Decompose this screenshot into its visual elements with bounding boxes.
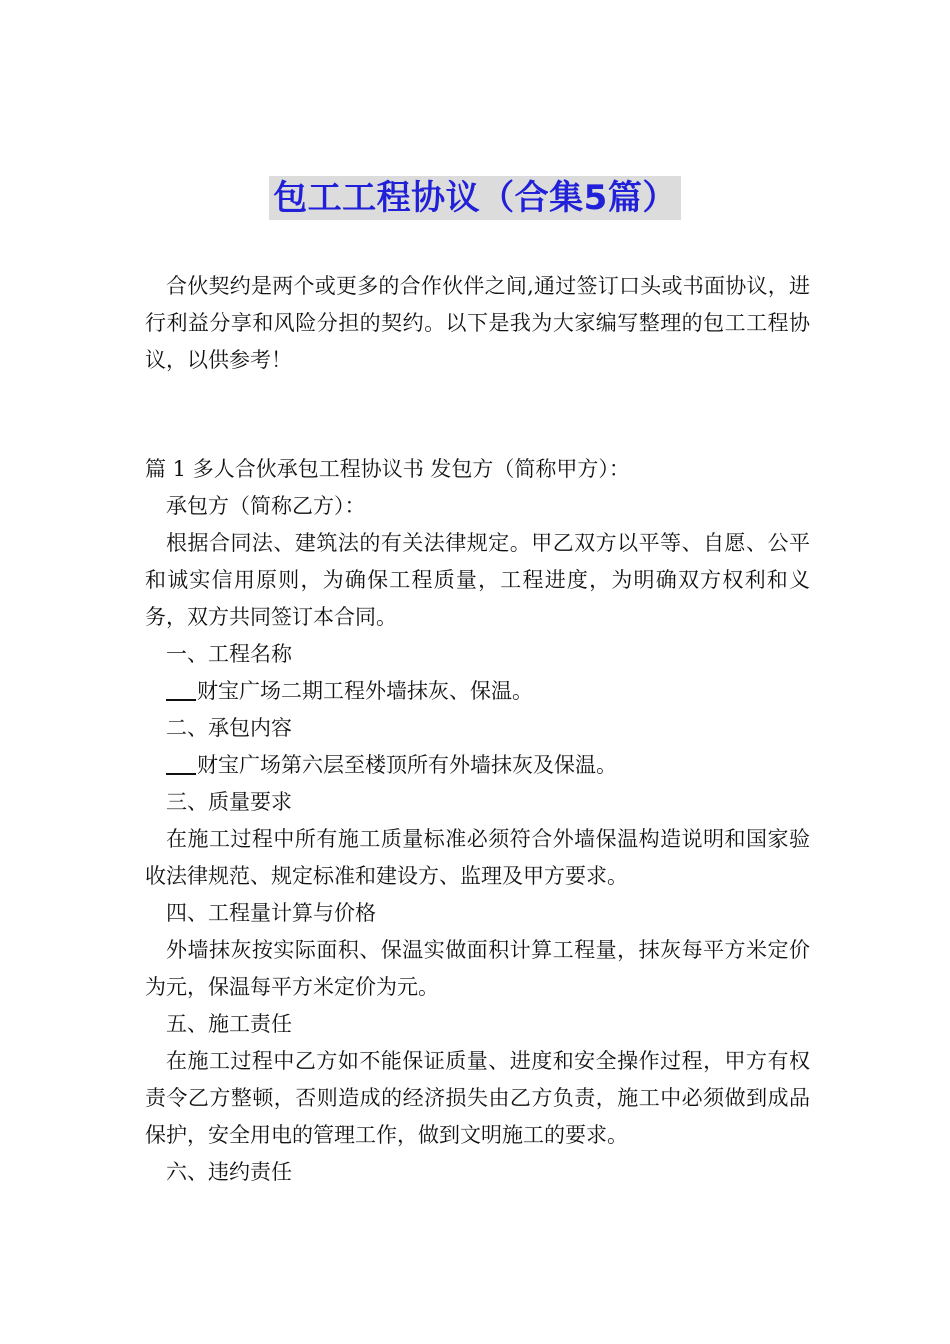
intro-paragraph: 合伙契约是两个或更多的合作伙伴之间,通过签订口头或书面协议，进行利益分享和风险分担的契约。以下是我为大家编写整理的包工工程协议，以供参考！ <box>145 274 810 372</box>
item4-paragraph: 外墙抹灰按实际面积、保温实做面积计算工程量，抹灰每平方米定价为元，保温每平方米定价为元。 <box>145 938 810 999</box>
section1-heading: 篇 1 多人合伙承包工程协议书 发包方（简称甲方）： <box>145 457 630 481</box>
document-title: 包工工程协议（合集5篇） <box>269 176 681 220</box>
item2-text: 财宝广场第六层至楼顶所有外墙抹灰及保温。 <box>197 753 617 777</box>
item2-line <box>145 747 810 784</box>
item1-text: 财宝广场二期工程外墙抹灰、保温。 <box>197 679 533 703</box>
item3-heading: 三、质量要求 <box>166 790 292 814</box>
item1-heading: 一、工程名称 <box>166 642 292 666</box>
item4-heading: 四、工程量计算与价格 <box>166 901 376 925</box>
title-container <box>0 176 950 220</box>
contractor-line: 承包方（简称乙方）： <box>166 494 366 518</box>
item6-heading: 六、违约责任 <box>166 1160 292 1184</box>
item5-paragraph: 在施工过程中乙方如不能保证质量、进度和安全操作过程，甲方有权责令乙方整顿，否则造成的经济损失由乙方负责，施工中必须做到成品保护，安全用电的管理工作，做到文明施工的要求。 <box>145 1049 810 1147</box>
item2-heading: 二、承包内容 <box>166 716 292 740</box>
fill-blank <box>166 753 196 775</box>
fill-blank <box>166 679 196 701</box>
item3-paragraph: 在施工过程中所有施工质量标准必须符合外墙保温构造说明和国家验收法律规范、规定标准和建设方、监理及甲方要求。 <box>145 827 810 888</box>
item5-heading: 五、施工责任 <box>166 1012 292 1036</box>
item1-line <box>145 673 810 710</box>
preamble-paragraph: 根据合同法、建筑法的有关法律规定。甲乙双方以平等、自愿、公平和诚实信用原则，为确保工程质量，工程进度，为明确双方权利和义务，双方共同签订本合同。 <box>145 531 810 629</box>
